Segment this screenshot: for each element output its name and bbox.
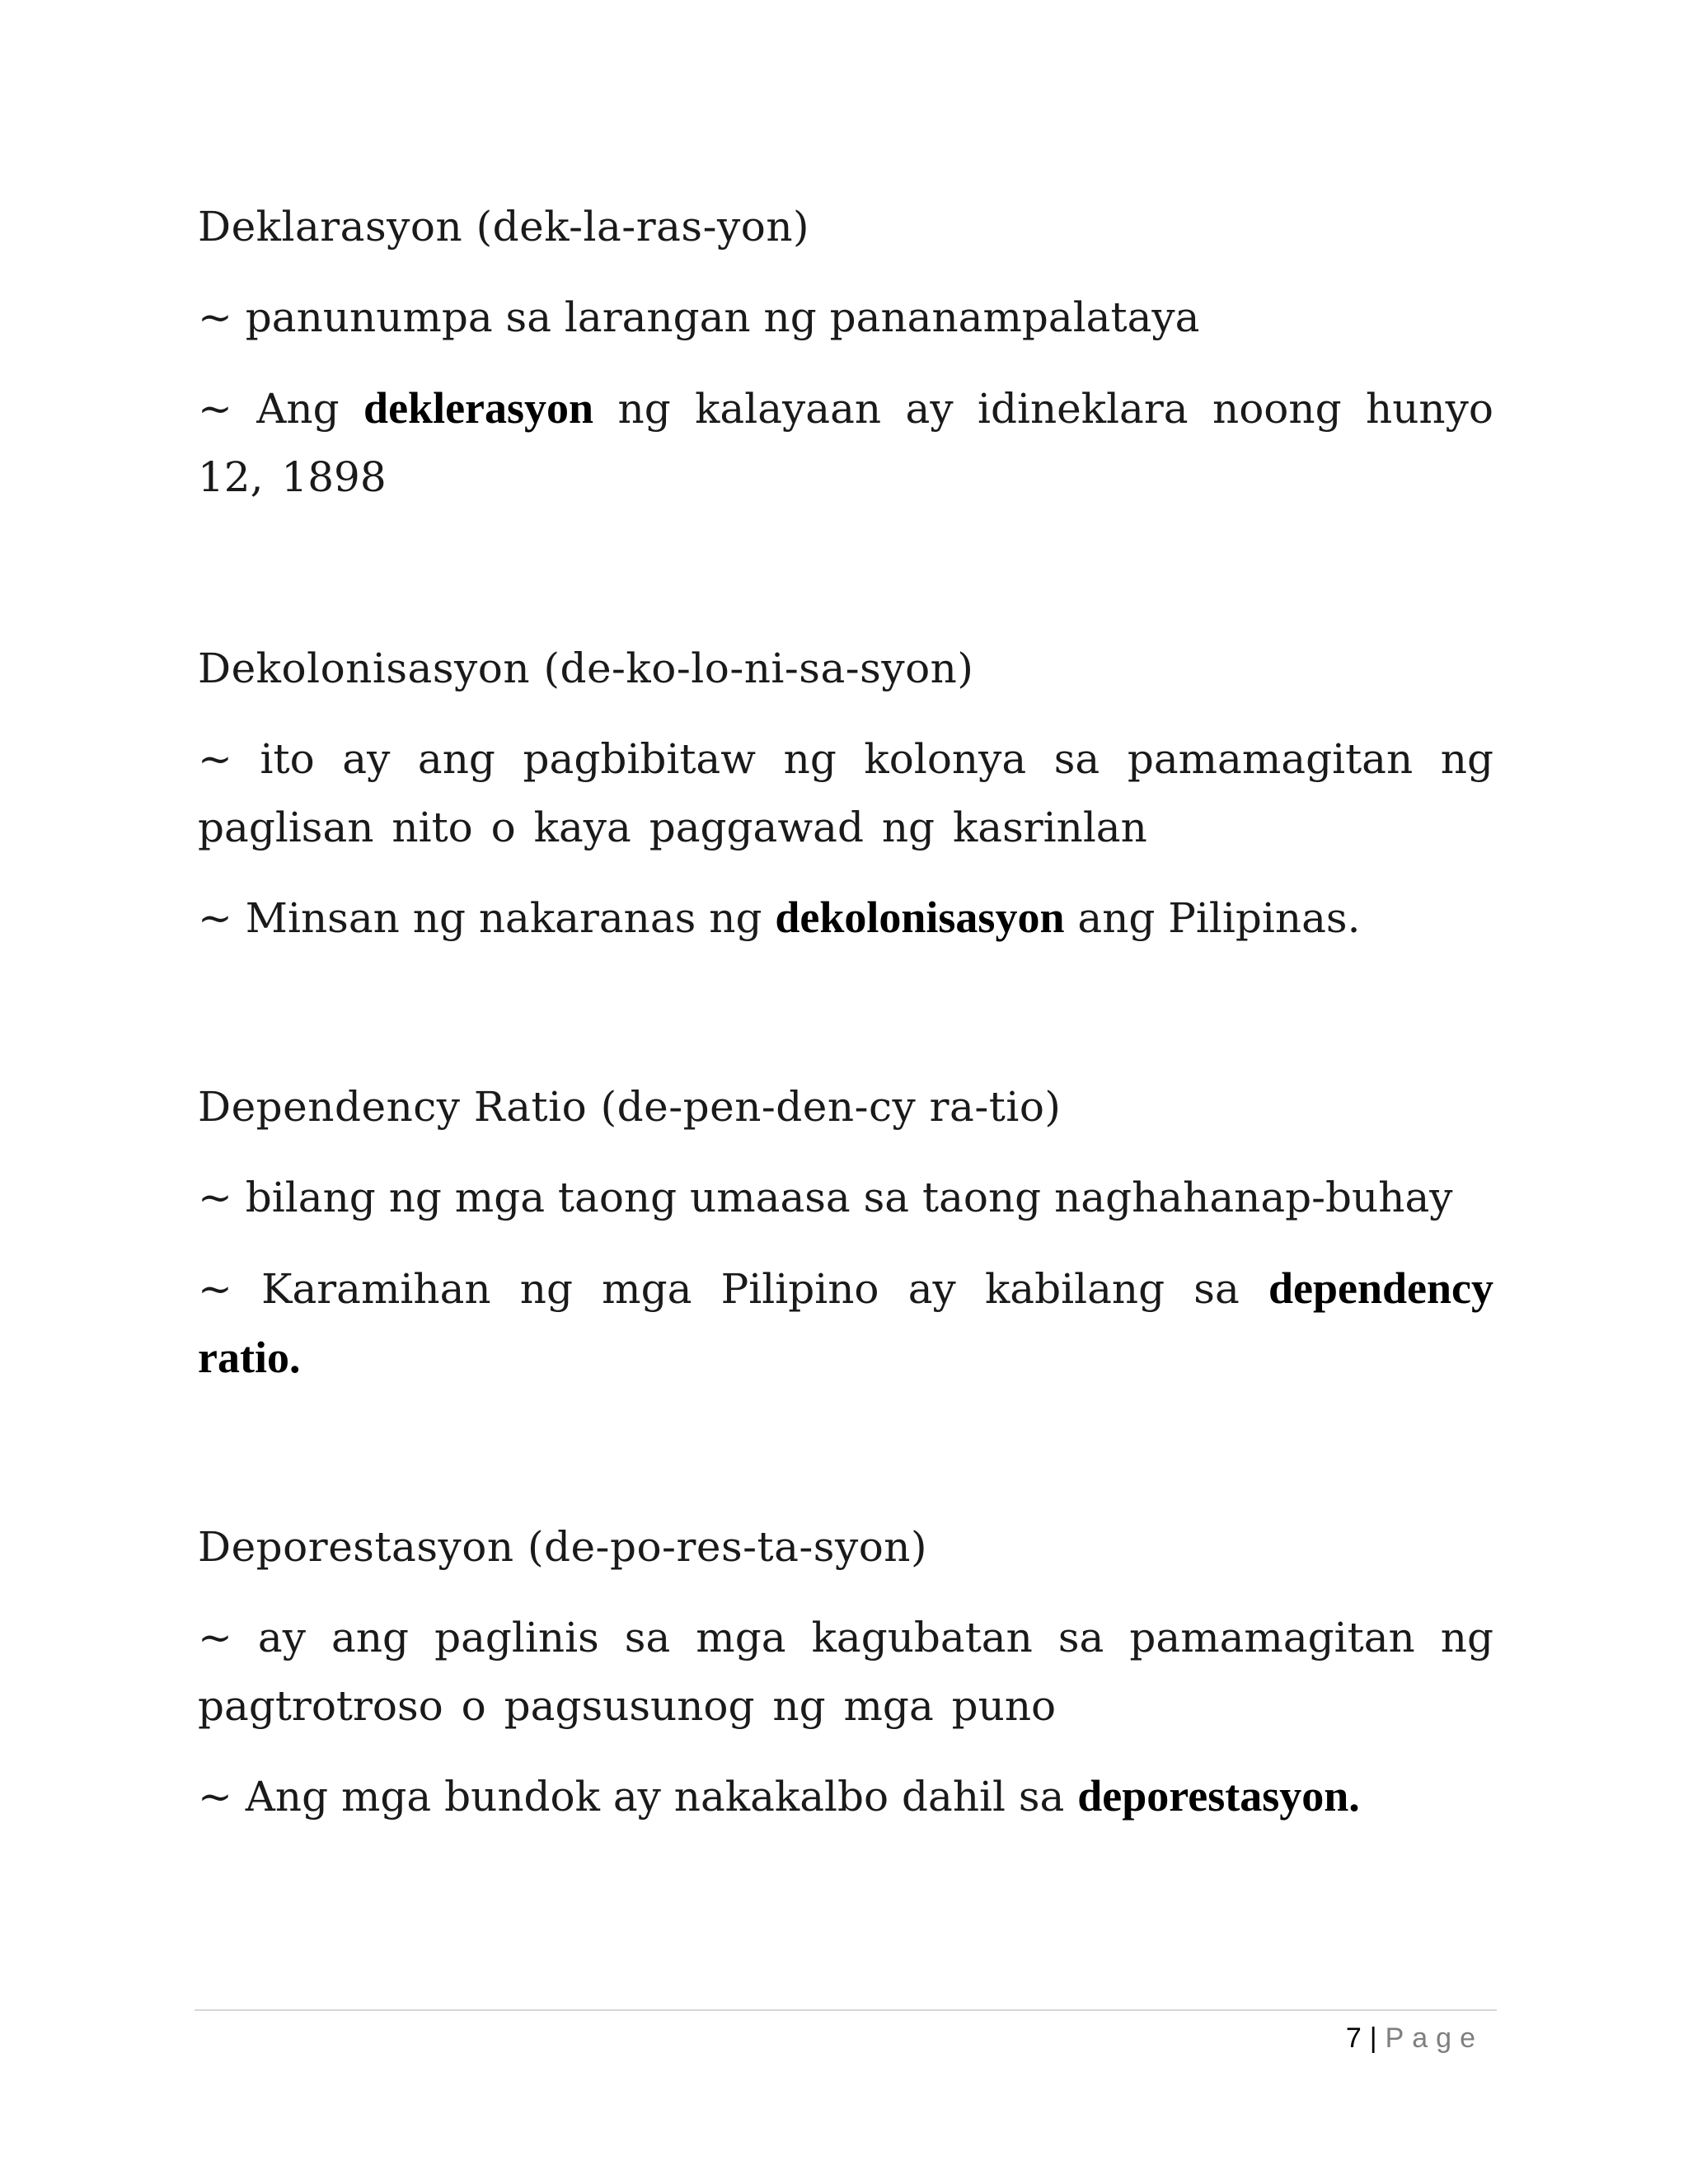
entry-term: Dependency Ratio (de-pen-den-cy ra-tio) — [198, 1083, 1062, 1131]
entry-definition: ~ ito ay ang pagbibitaw ng kolonya sa pamamagitan ng paglisan nito o kaya paggawad ng kasrinlan — [198, 735, 1493, 851]
example-text: ng kalayaan ay idineklara noong hunyo 12, 1898 — [198, 385, 1493, 501]
entry-term: Deporestasyon (de-po-res-ta-syon) — [198, 1523, 928, 1571]
example-bold-term: deklerasyon — [363, 383, 594, 433]
example-text: ~ Karamihan ng mga Pilipino ay kabilang sa — [198, 1265, 1268, 1313]
example-text: ~ Ang mga bundok ay nakakalbo dahil sa — [198, 1773, 1078, 1821]
footer-separator: | — [1369, 2022, 1377, 2054]
entry-term: Deklarasyon (dek-la-ras-yon) — [198, 203, 810, 251]
example-text: ~ Ang — [198, 385, 364, 433]
footer-divider — [195, 2009, 1497, 2011]
example-text: ang Pilipinas. — [1064, 894, 1361, 942]
entry-term: Dekolonisasyon (de-ko-lo-ni-sa-syon) — [198, 644, 974, 692]
entry-example — [198, 374, 1493, 512]
entry-example — [198, 1762, 1493, 1831]
example-bold-term: deporestasyon. — [1077, 1771, 1360, 1821]
page-footer — [1346, 2018, 1484, 2059]
example-bold-term: dekolonisasyon — [775, 893, 1065, 942]
entry-definition: ~ bilang ng mga taong umaasa sa taong naghahanap-buhay — [198, 1174, 1453, 1221]
example-bold-term: dependency ratio. — [198, 1263, 1493, 1382]
entry-definition: ~ ay ang paglinis sa mga kagubatan sa pamamagitan ng pagtrotroso o pagsusunog ng mga puno — [198, 1614, 1493, 1730]
entry-example — [198, 883, 1493, 953]
example-text: ~ Minsan ng nakaranas ng — [198, 894, 776, 942]
page-label: Page — [1385, 2022, 1484, 2054]
entry-example — [198, 1254, 1493, 1393]
page-number: 7 — [1345, 2022, 1362, 2054]
entry-definition: ~ panunumpa sa larangan ng pananampalataya — [198, 293, 1200, 341]
